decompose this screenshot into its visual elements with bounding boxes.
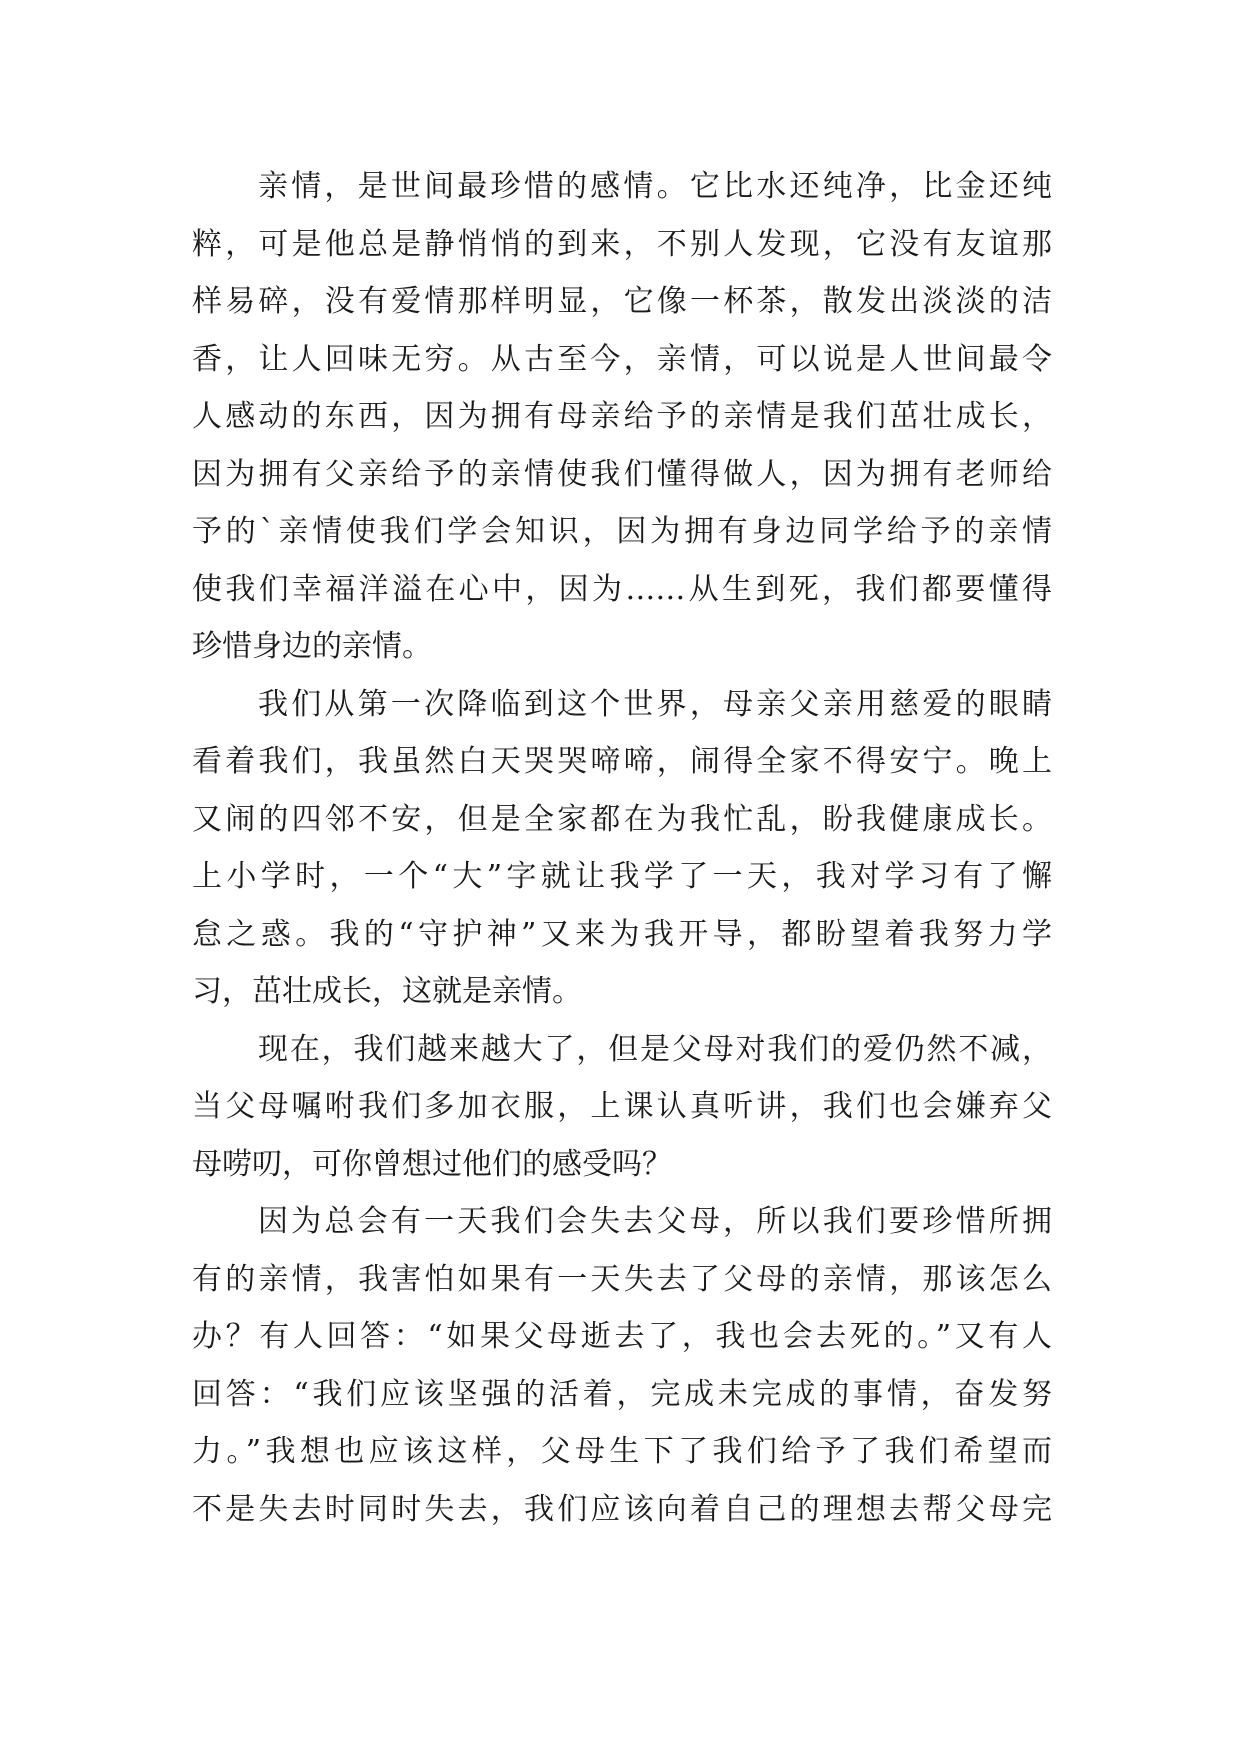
paragraph: [192, 676, 1052, 1021]
text-line: 不是失去时同时失去，我们应该向着自己的理想去帮父母完: [192, 1491, 1052, 1527]
text-line: 予的`亲情使我们学会知识，因为拥有身边同学给予的亲情: [192, 514, 1052, 549]
text-line: 回答：“我们应该坚强的活着，完成未完成的事情，奋发努: [192, 1376, 1052, 1412]
text-line: 人感动的东西，因为拥有母亲给予的亲情是我们茁壮成长，: [192, 399, 1052, 434]
text-line: 又闹的四邻不安，但是全家都在为我忙乱，盼我健康成长。: [192, 801, 1052, 837]
text-line: 珍惜身边的亲情。: [192, 629, 432, 664]
text-line: 现在，我们越来越大了，但是父母对我们的爱仍然不减，: [258, 1031, 1052, 1067]
text-line: 怠之惑。我的“守护神”又来为我开导，都盼望着我努力学: [192, 916, 1052, 952]
text-line: 看着我们，我虽然白天哭哭啼啼，闹得全家不得安宁。晚上: [192, 744, 1052, 779]
text-line: 当父母嘱咐我们多加衣服，上课认真听讲，我们也会嫌弃父: [192, 1089, 1052, 1124]
text-line: 母唠叨，可你曾想过他们的感受吗？: [192, 1146, 672, 1182]
text-line: 香，让人回味无穷。从古至今，亲情，可以说是人世间最令: [192, 341, 1052, 377]
text-line: 办？有人回答：“如果父母逝去了，我也会去死的。”又有人: [192, 1319, 1052, 1354]
text-line: 样易碎，没有爱情那样明显，它像一杯茶，散发出淡淡的洁: [192, 284, 1052, 319]
paragraph: [192, 158, 1052, 676]
paragraph: [192, 1021, 1052, 1194]
text-line: 使我们幸福洋溢在心中，因为……从生到死，我们都要懂得: [192, 571, 1052, 607]
document-body: [192, 158, 1052, 1538]
text-line: 因为拥有父亲给予的亲情使我们懂得做人，因为拥有老师给: [192, 456, 1052, 492]
text-line: 因为总会有一天我们会失去父母，所以我们要珍惜所拥: [258, 1204, 1052, 1239]
text-line: 习，茁壮成长，这就是亲情。: [192, 974, 582, 1009]
text-line: 粹，可是他总是静悄悄的到来，不别人发现，它没有友谊那: [192, 226, 1052, 262]
text-line: 上小学时，一个“大”字就让我学了一天，我对学习有了懈: [192, 859, 1052, 894]
text-line: 力。”我想也应该这样，父母生下了我们给予了我们希望而: [192, 1434, 1052, 1469]
text-line: 我们从第一次降临到这个世界，母亲父亲用慈爱的眼睛: [258, 686, 1052, 722]
text-line: 有的亲情，我害怕如果有一天失去了父母的亲情，那该怎么: [192, 1261, 1052, 1297]
text-line: 亲情，是世间最珍惜的感情。它比水还纯净，比金还纯: [258, 169, 1052, 204]
paragraph: [192, 1193, 1052, 1538]
